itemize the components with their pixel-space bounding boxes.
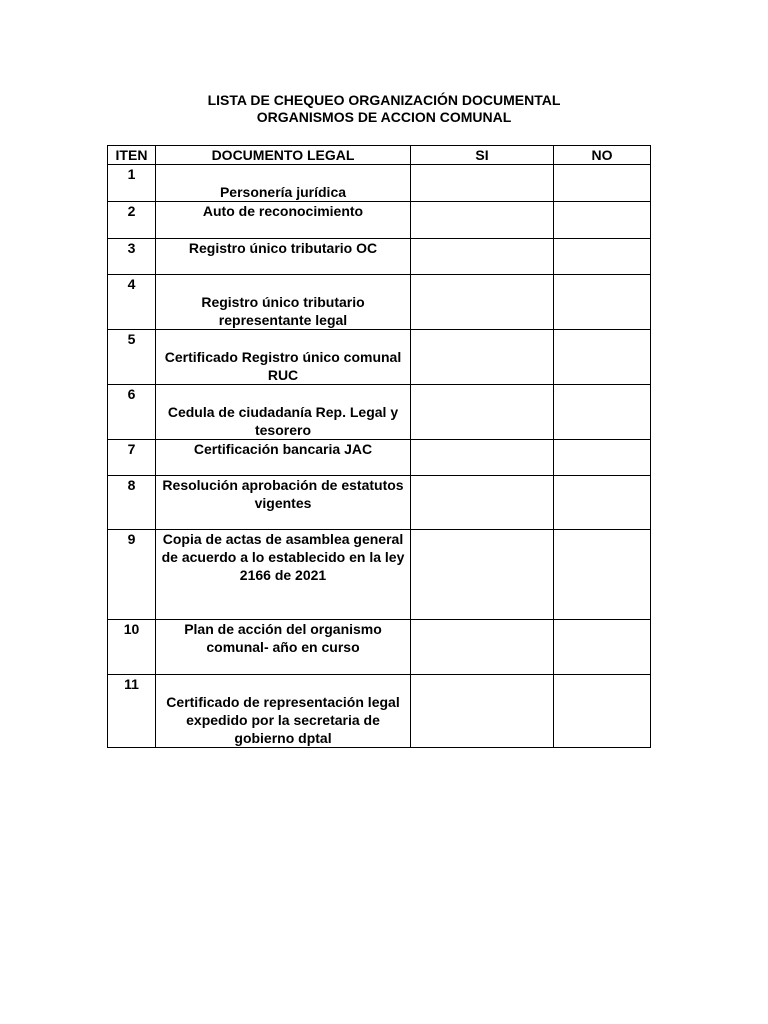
table-row: [108, 275, 651, 330]
row-number: 6: [108, 385, 156, 440]
row-no-cell[interactable]: [554, 239, 651, 275]
row-number: 10: [108, 620, 156, 675]
row-document: Resolución aprobación de estatutos vigentes: [156, 476, 411, 530]
row-document: Certificación bancaria JAC: [156, 440, 411, 476]
row-document: Copia de actas de asamblea general de acuerdo a lo establecido en la ley 2166 de 2021: [156, 530, 411, 620]
row-document: [156, 165, 411, 202]
table-row: [108, 239, 651, 275]
row-no-cell[interactable]: [554, 385, 651, 440]
table-row: [108, 440, 651, 476]
row-no-cell[interactable]: [554, 440, 651, 476]
table-row: [108, 202, 651, 239]
row-document: Auto de reconocimiento: [156, 202, 411, 239]
row-document: [156, 675, 411, 748]
title-line-1: LISTA DE CHEQUEO ORGANIZACIÓN DOCUMENTAL: [207, 92, 561, 108]
row-number: 8: [108, 476, 156, 530]
row-document-text: Cedula de ciudadanía Rep. Legal y tesorero: [167, 404, 399, 438]
row-si-cell[interactable]: [411, 620, 554, 675]
row-number: 2: [108, 202, 156, 239]
row-no-cell[interactable]: [554, 202, 651, 239]
row-no-cell[interactable]: [554, 330, 651, 385]
row-document: Plan de acción del organismo comunal- año en curso: [156, 620, 411, 675]
header-si: SI: [411, 146, 554, 165]
row-number: 5: [108, 330, 156, 385]
row-si-cell[interactable]: [411, 330, 554, 385]
row-si-cell[interactable]: [411, 202, 554, 239]
header-no: NO: [554, 146, 651, 165]
title-line-2: ORGANISMOS DE ACCION COMUNAL: [256, 109, 512, 125]
row-document: Registro único tributario OC: [156, 239, 411, 275]
row-document-text: Personería jurídica: [219, 184, 347, 200]
row-si-cell[interactable]: [411, 239, 554, 275]
row-no-cell[interactable]: [554, 275, 651, 330]
table-row: [108, 675, 651, 748]
row-no-cell[interactable]: [554, 675, 651, 748]
table-row: [108, 476, 651, 530]
header-item: ITEN: [108, 146, 156, 165]
row-document: [156, 330, 411, 385]
row-document: [156, 385, 411, 440]
row-number: 7: [108, 440, 156, 476]
row-si-cell[interactable]: [411, 675, 554, 748]
row-number: 1: [108, 165, 156, 202]
table-header-row: [108, 146, 651, 165]
row-no-cell[interactable]: [554, 530, 651, 620]
table-row: [108, 385, 651, 440]
row-document-text: Certificado Registro único comunal RUC: [164, 349, 402, 383]
row-si-cell[interactable]: [411, 530, 554, 620]
table-row: [108, 330, 651, 385]
row-no-cell[interactable]: [554, 476, 651, 530]
row-si-cell[interactable]: [411, 440, 554, 476]
checklist-table: [107, 145, 651, 748]
row-no-cell[interactable]: [554, 165, 651, 202]
table-row: [108, 620, 651, 675]
row-si-cell[interactable]: [411, 476, 554, 530]
row-document: [156, 275, 411, 330]
row-document-text: Certificado de representación legal expedido por la secretaria de gobierno dptal: [166, 694, 400, 746]
row-si-cell[interactable]: [411, 165, 554, 202]
row-number: 4: [108, 275, 156, 330]
row-number: 3: [108, 239, 156, 275]
row-number: 9: [108, 530, 156, 620]
row-si-cell[interactable]: [411, 385, 554, 440]
row-number: 11: [108, 675, 156, 748]
row-no-cell[interactable]: [554, 620, 651, 675]
table-row: [108, 530, 651, 620]
row-si-cell[interactable]: [411, 275, 554, 330]
document-title: [0, 92, 768, 126]
table-row: [108, 165, 651, 202]
header-document: DOCUMENTO LEGAL: [156, 146, 411, 165]
row-document-text: Registro único tributario representante legal: [201, 294, 365, 328]
